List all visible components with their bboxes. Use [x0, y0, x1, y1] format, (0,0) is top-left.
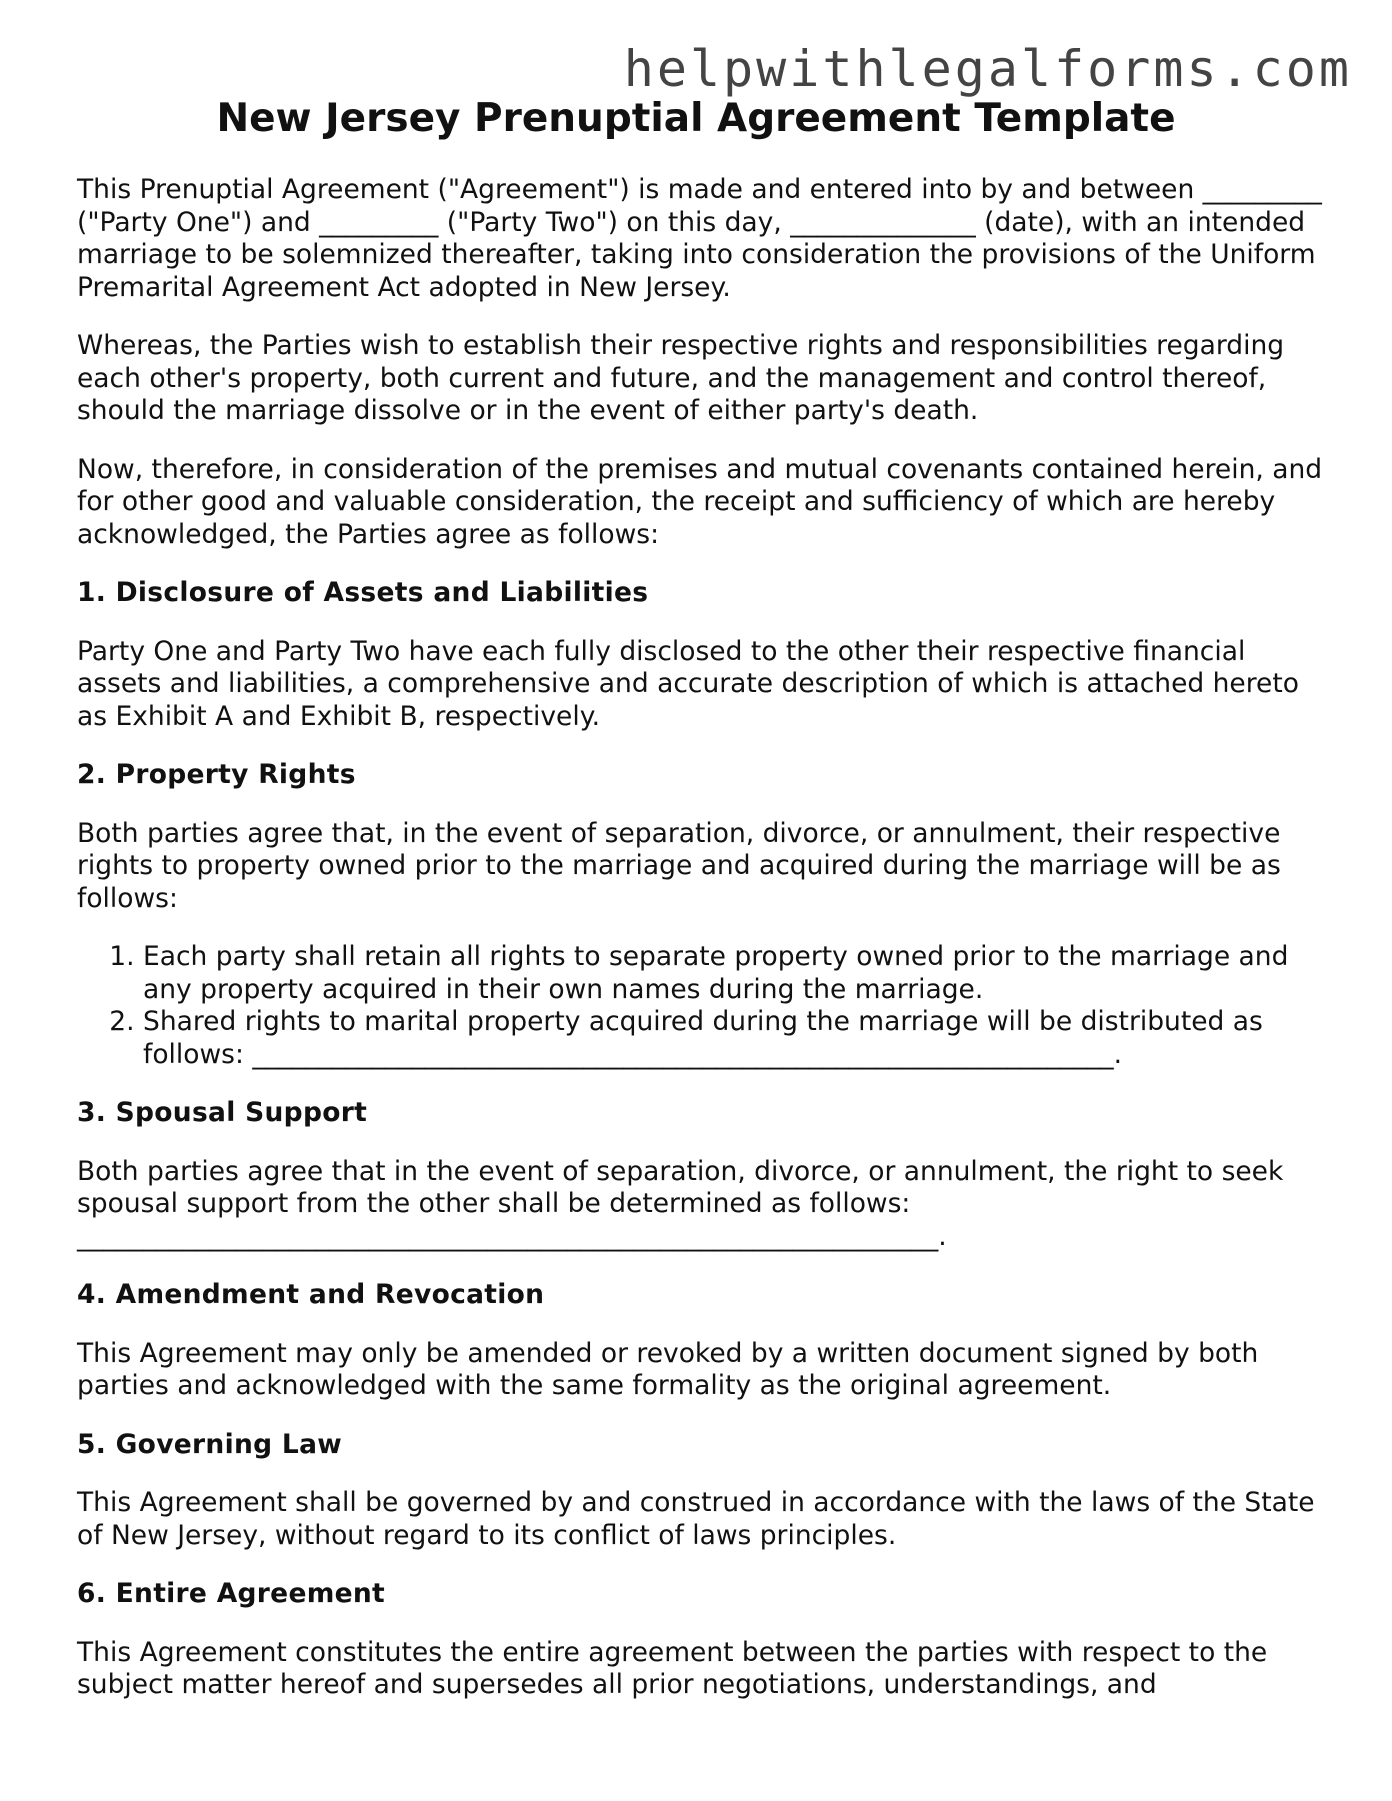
intro-paragraph-1: This Prenuptial Agreement ("Agreement") is made and entered into by and between _________ ("Party One") and _________ ("Party Two") on this day, ______________ (date), with an intended marriage to be solemnized thereafter, taking into consideration the provisions of the Uniform Premarital Agreement Act adopted in New Jersey. [77, 174, 1322, 303]
section-4-heading: 4. Amendment and Revocation [77, 1279, 545, 1310]
intro-paragraph-2: Whereas, the Parties wish to establish their respective rights and responsibilities regarding each other's property, both current and future, and the management and control thereof, should the marriage dissolve or in the event of either party's death. [77, 330, 1285, 426]
site-watermark: helpwithlegalforms.com [623, 40, 1352, 98]
section-6-body: This Agreement constitutes the entire agreement between the parties with respect to the subject matter hereof and supersedes all prior negotiations, understandings, and [77, 1636, 1268, 1700]
section-1-heading: 1. Disclosure of Assets and Liabilities [77, 577, 649, 608]
section-2-heading: 2. Property Rights [77, 759, 356, 790]
list-item: 2. Shared rights to marital property acquired during the marriage will be distributed as follows: _________________________________________________________________. [143, 1006, 1327, 1071]
section-1-body: Party One and Party Two have each fully disclosed to the other their respective financial assets and liabilities, a comprehensive and accurate description of which is attached hereto as Exhibit A and Exhibit B, respectively. [77, 635, 1299, 732]
list-item: 1. Each party shall retain all rights to separate property owned prior to the marriage and any property acquired in their own names during the marriage. [143, 941, 1327, 1006]
property-rights-list [77, 941, 1327, 1071]
section-3-body: Both parties agree that in the event of separation, divorce, or annulment, the right to seek spousal support from the other shall be determined as follows: _________________________________________________________________. [77, 1155, 1284, 1252]
document-body [77, 174, 1327, 1728]
intro-paragraph-3: Now, therefore, in consideration of the premises and mutual covenants contained herein, and for other good and valuable consideration, the receipt and sufficiency of which are hereby acknowledged, the Parties agree as follows: [77, 453, 1323, 550]
section-5-heading: 5. Governing Law [77, 1428, 343, 1460]
section-3-heading: 3. Spousal Support [77, 1097, 368, 1128]
section-5-body: This Agreement shall be governed by and construed in accordance with the laws of the State of New Jersey, without regard to its conflict of laws principles. [77, 1487, 1315, 1551]
section-2-body: Both parties agree that, in the event of separation, divorce, or annulment, their respective rights to property owned prior to the marriage and acquired during the marriage will be as follows: [77, 817, 1281, 914]
section-4-body: This Agreement may only be amended or revoked by a written document signed by both parties and acknowledged with the same formality as the original agreement. [77, 1337, 1259, 1401]
document-title [0, 96, 1392, 143]
document-title-text: New Jersey Prenuptial Agreement Template [216, 96, 1176, 141]
section-6-heading: 6. Entire Agreement [77, 1578, 386, 1609]
